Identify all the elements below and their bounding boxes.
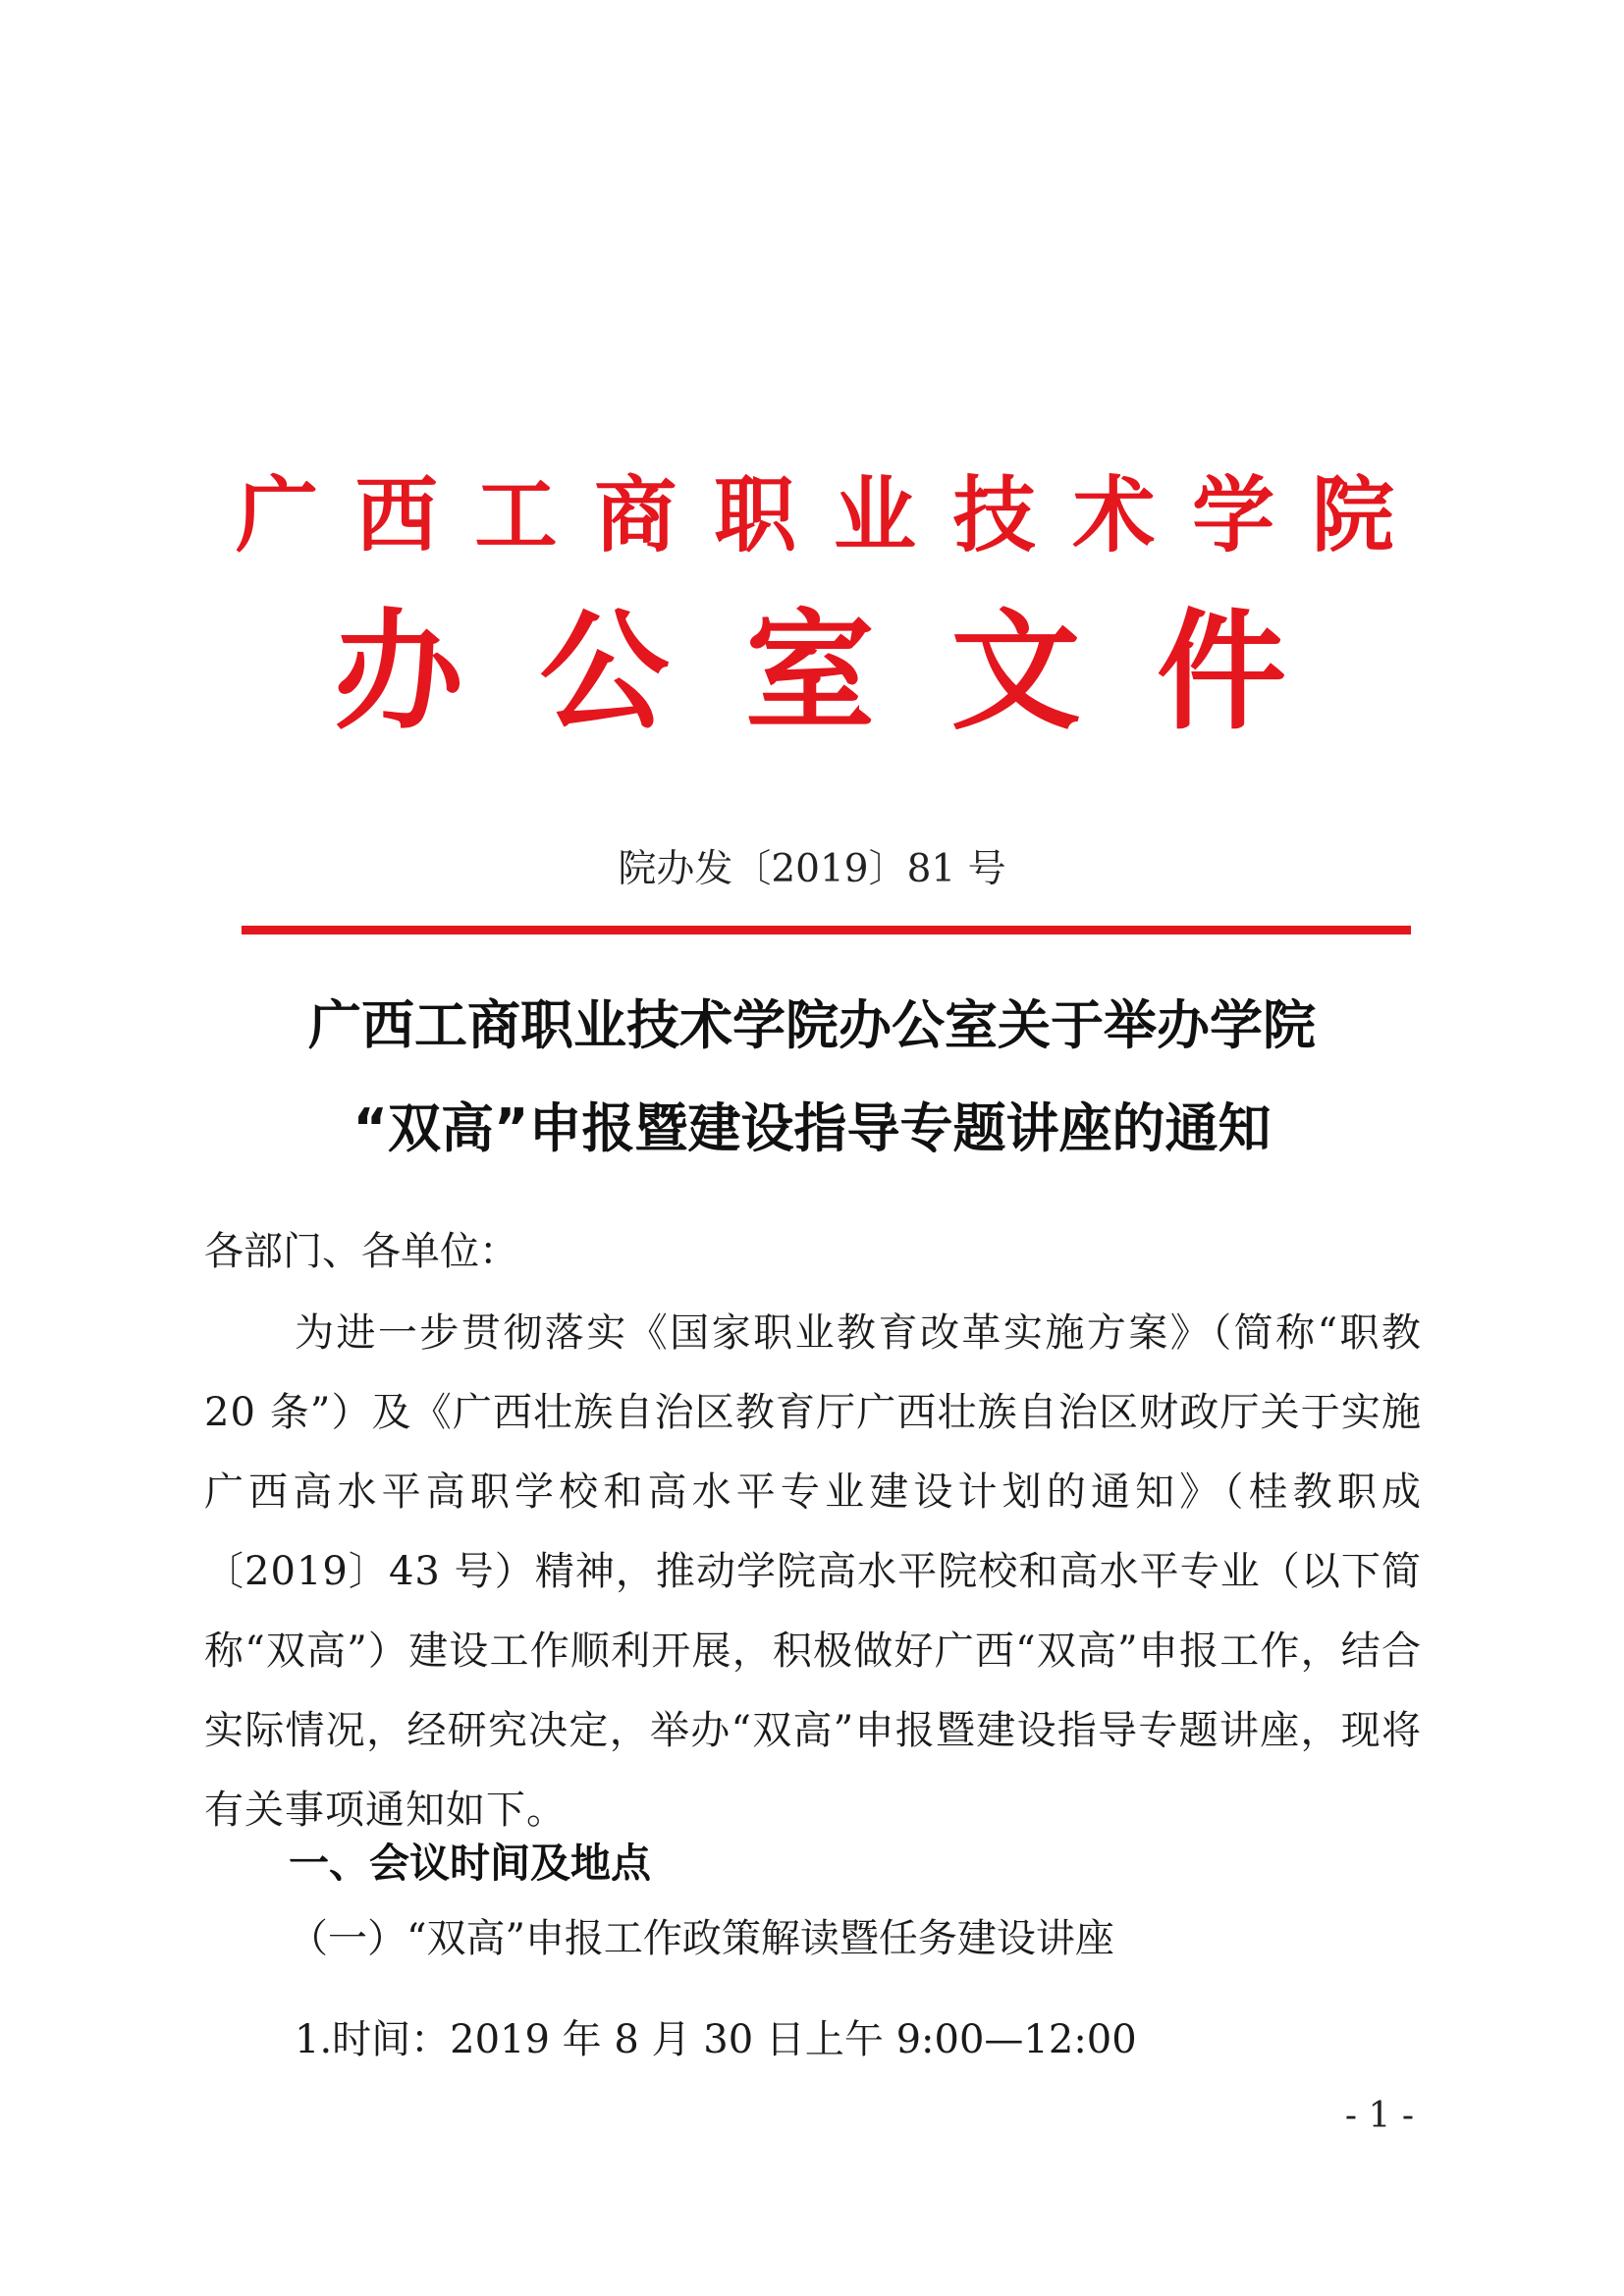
letterhead-char: 工: [474, 466, 558, 563]
letterhead-char: 职: [714, 466, 797, 563]
letterhead-char: 学: [1192, 466, 1275, 563]
letterhead-doc-char: 室: [745, 596, 875, 748]
letterhead-char: 技: [952, 466, 1036, 563]
red-separator-line: [242, 926, 1411, 934]
letterhead-char: 术: [1072, 466, 1156, 563]
letterhead-doc-char: 文: [950, 596, 1081, 748]
page-number: - 1 -: [1344, 2096, 1414, 2136]
document-number: 院办发〔2019〕81 号: [618, 847, 1006, 891]
letterhead-doc-char: 件: [1157, 596, 1286, 748]
section-heading: 一、会议时间及地点: [289, 1840, 651, 1887]
letterhead-char: 院: [1311, 466, 1394, 563]
salutation: 各部门、各单位：: [204, 1229, 518, 1274]
subsection-heading: （一）“双高”申报工作政策解读暨任务建设讲座: [289, 1916, 1114, 1961]
list-item: 1.时间：2019 年 8 月 30 日上午 9:00—12:00: [295, 2017, 1137, 2062]
letterhead-char: 业: [833, 466, 916, 563]
letterhead-char: 商: [594, 466, 677, 563]
letterhead-char: 西: [354, 466, 438, 563]
letterhead-char: 广: [236, 466, 319, 563]
document-title-line-1: 广西工商职业技术学院办公室关于举办学院: [308, 994, 1316, 1056]
letterhead-doc-char: 办: [334, 596, 463, 748]
document-title-line-2: “双高”申报暨建设指导专题讲座的通知: [352, 1097, 1272, 1159]
body-paragraph: 为进一步贯彻落实《国家职业教育改革实施方案》（简称“职教 20 条”）及《广西壮族自治区教育厅广西壮族自治区财政厅关于实施广西高水平高职学校和高水平专业建设计划的通知》（桂教职成〔2019〕43 号）精神，推动学院高水平院校和高水平专业（以下简称“双高”）建设工作顺利开展，积极做好广西“双高”申报工作，结合实际情况，经研究决定，举办“双高”申报暨建设指导专题讲座，现将有关事项通知如下。: [204, 1310, 1422, 1833]
letterhead-institution-name: [236, 461, 1394, 569]
letterhead-doc-type: [334, 596, 1286, 748]
letterhead-doc-char: 公: [539, 596, 670, 748]
